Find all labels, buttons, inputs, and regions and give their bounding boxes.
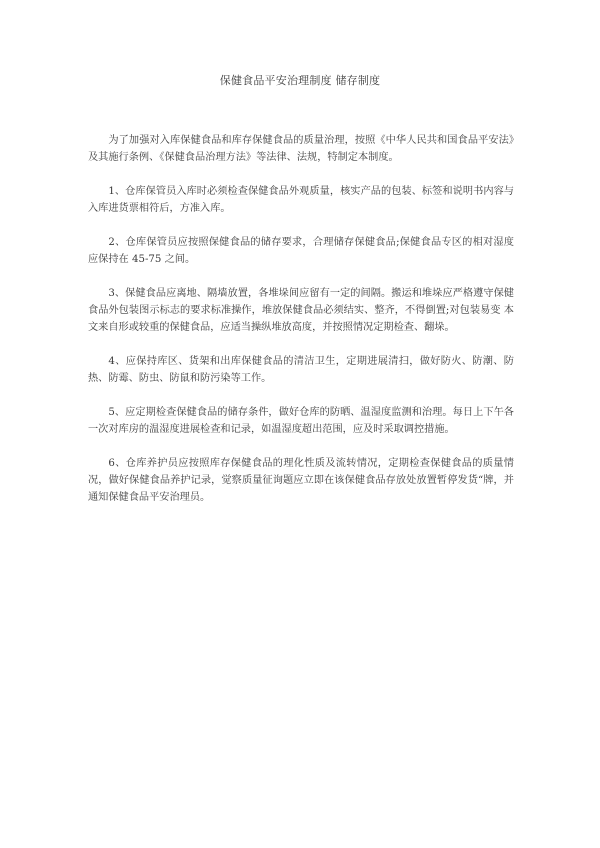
document-body	[88, 132, 514, 523]
paragraph-rule-6: 6、仓库养护员应按照库存保健食品的理化性质及流转情况，定期检查保健食品的质量情况，做好保健食品养护记录，觉察质量征询题应立即在该保健食品存放处放置暂停发货“牌，并通知保健食品平安治理员。	[88, 458, 514, 503]
paragraph-rule-4: 4、应保持库区、货架和出库保健食品的清洁卫生，定期进展清扫，做好防火、防潮、防热、防霉、防虫、防鼠和防污染等工作。	[88, 356, 514, 384]
document-title: 保健食品平安治理制度 储存制度	[219, 74, 381, 87]
paragraph-rule-5: 5、应定期检查保健食品的储存条件，做好仓库的防晒、温湿度监测和治理。每日上下午各一次对库房的温湿度进展检查和记录，如温湿度超出范围，应及时采取调控措施。	[88, 407, 514, 435]
paragraph-rule-1: 1、仓库保管员入库时必须检查保健食品外观质量，核实产品的包装、标签和说明书内容与入库进货票相符后，方准入库。	[88, 186, 514, 214]
paragraph-rule-3: 3、保健食品应离地、隔墙放置，各堆垛间应留有一定的间隔。搬运和堆垛应严格遵守保健食品外包装图示标志的要求标准操作，堆放保健食品必须结实、整齐，不得倒置;对包装易变 本文来自形或较重的保健食品，应适当操纵堆放高度，并按照情况定期检查、翻垛。	[88, 288, 514, 333]
paragraph-intro: 为了加强对入库保健食品和库存保健食品的质量治理，按照《中华人民共和国食品平安法》及其施行条例、《保健食品治理方法》等法律、法规，特制定本制度。	[88, 135, 514, 163]
paragraph-rule-2: 2、仓库保管员应按照保健食品的储存要求，合理储存保健食品;保健食品专区的相对湿度应保持在 45-75 之间。	[88, 237, 514, 265]
